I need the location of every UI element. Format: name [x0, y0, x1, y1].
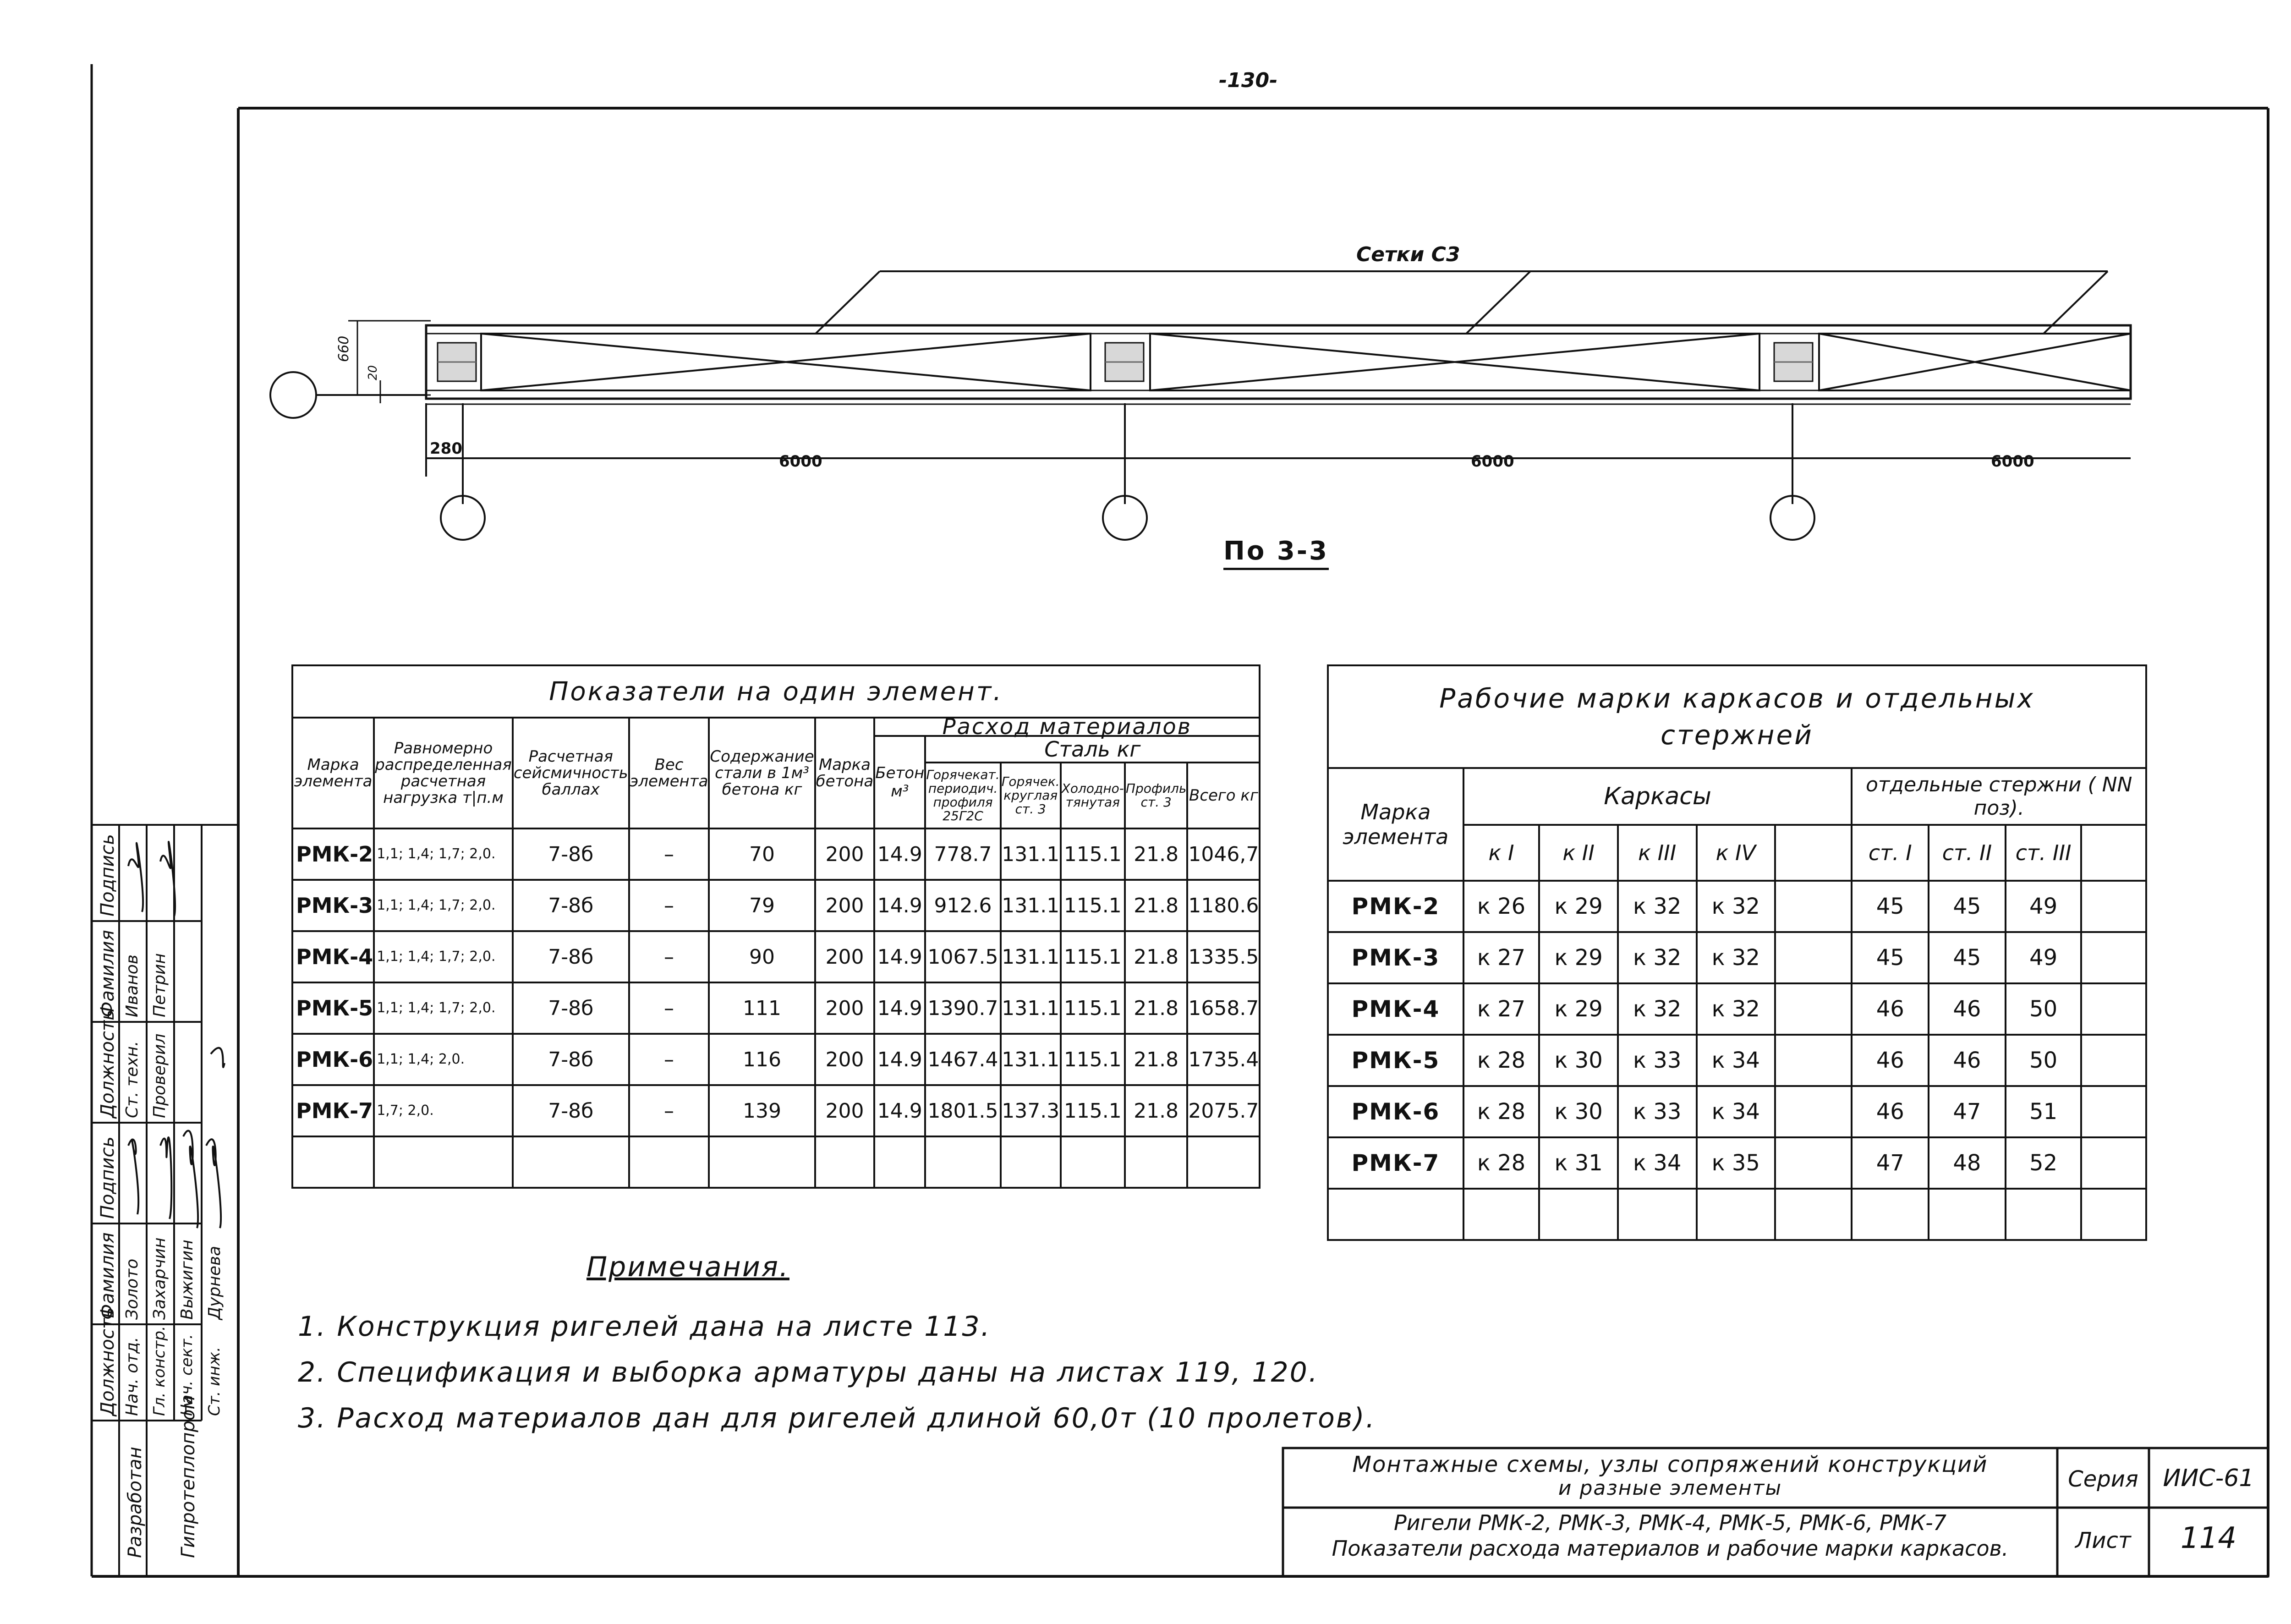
cell-hot-round: 131.1 [1001, 982, 1061, 1034]
col-materials: Расход материалов [874, 718, 1260, 736]
cell-seismic: 7-8б [513, 828, 629, 880]
stamp-position-1: Нач. отд. [123, 1337, 142, 1416]
cell-s1: 45 [1852, 881, 1929, 932]
cell-seismic: 7-8б [513, 931, 629, 982]
cell-k3: к 32 [1618, 983, 1697, 1035]
stamp-position-3: Нач. сект. [178, 1334, 196, 1416]
cell-k4: к 32 [1697, 983, 1776, 1035]
title-line1: Монтажные схемы, узлы сопряжений конструкций [1352, 1452, 1988, 1477]
caption-line1: Рабочие марки каркасов и отдельных [1439, 683, 2035, 714]
cell-concrete: 14.9 [874, 1034, 925, 1085]
col-seismic: Расчетная сейсмичность баллах [513, 718, 629, 828]
cell-k2: к 29 [1539, 932, 1618, 983]
stamp-header-6: Подпись [97, 834, 118, 916]
cell-s1: 47 [1852, 1137, 1929, 1189]
dim-20: 20 [366, 365, 380, 380]
cell-weight: – [629, 982, 709, 1034]
cell-k2: к 30 [1539, 1086, 1618, 1137]
signatures [92, 825, 275, 1421]
page-number: -130- [1219, 69, 1278, 92]
cell-mark: РМК-6 [292, 1034, 374, 1085]
cell-steel-content: 90 [709, 931, 815, 982]
cell-hot-periodic: 778.7 [925, 828, 1000, 880]
notes-title: Примечания. [586, 1251, 789, 1283]
cell-s2: 47 [1929, 1086, 2006, 1137]
cell-s1: 46 [1852, 983, 1929, 1035]
col-concrete: Бетон м³ [874, 736, 925, 828]
stamp-position2-1: Ст. техн. [123, 1041, 142, 1118]
span-label: 6000 [779, 452, 822, 471]
cell-k3: к 34 [1618, 1137, 1697, 1189]
col-mark: Марка элемента [1328, 768, 1463, 881]
cell-s2: 46 [1929, 1035, 2006, 1086]
cell-seismic: 7-8б [513, 982, 629, 1034]
cell-mark: РМК-3 [292, 880, 374, 931]
cell-concrete: 14.9 [874, 828, 925, 880]
cell-k3: к 32 [1618, 932, 1697, 983]
cell-weight: – [629, 880, 709, 931]
cell-s3: 49 [2006, 932, 2082, 983]
title-line4: Показатели расхода материалов и рабочие марки каркасов. [1332, 1536, 2009, 1561]
col-steel-content: Содержание стали в 1м³ бетона кг [709, 718, 815, 828]
cell-s1: 46 [1852, 1035, 1929, 1086]
cell-weight: – [629, 1034, 709, 1085]
stamp-org: Гипротеплопром [178, 1395, 199, 1558]
stamp-name-2: Захарчин [150, 1237, 169, 1320]
cell-weight: – [629, 1085, 709, 1136]
cell-cold: 115.1 [1061, 828, 1125, 880]
cell-mark: РМК-7 [1328, 1137, 1463, 1189]
stamp-name2-1: Иванов [123, 955, 142, 1017]
cell-seismic: 7-8б [513, 1034, 629, 1085]
cell-load: 1,1; 1,4; 1,7; 2,0. [374, 931, 513, 982]
cell-hot-periodic: 1390.7 [925, 982, 1000, 1034]
cell-grade: 200 [815, 1034, 875, 1085]
col-frames: Каркасы [1463, 768, 1852, 825]
dim-280: 280 [430, 439, 462, 458]
cell-seismic: 7-8б [513, 1085, 629, 1136]
cell-total: 1180.6 [1187, 880, 1260, 931]
cell-mark: РМК-5 [292, 982, 374, 1034]
cell-hot-periodic: 1467.4 [925, 1034, 1000, 1085]
cell-k4: к 32 [1697, 932, 1776, 983]
stamp-header-2: Фамилия [97, 1232, 118, 1320]
sheet-value: 114 [2180, 1521, 2237, 1555]
stamp-name2-2: Петрин [150, 953, 169, 1017]
section-label: По 3-3 [1223, 536, 1329, 570]
cell-profile: 21.8 [1125, 982, 1188, 1034]
cell-k1: к 27 [1463, 983, 1540, 1035]
cell-mark: РМК-2 [1328, 881, 1463, 932]
cell-mark: РМК-3 [1328, 932, 1463, 983]
cell-total: 1046,7 [1187, 828, 1260, 880]
cell-k4: к 34 [1697, 1035, 1776, 1086]
cell-hot-round: 137.3 [1001, 1085, 1061, 1136]
col-weight: Вес элемента [629, 718, 709, 828]
stamp-header-1: Должность [97, 1307, 118, 1416]
cell-grade: 200 [815, 1085, 875, 1136]
cell-s2: 45 [1929, 932, 2006, 983]
cell-k1: к 27 [1463, 932, 1540, 983]
cell-grade: 200 [815, 828, 875, 880]
cell-k2: к 29 [1539, 983, 1618, 1035]
cell-s3: 50 [2006, 1035, 2082, 1086]
cell-steel-content: 111 [709, 982, 815, 1034]
cell-s2: 48 [1929, 1137, 2006, 1189]
span-label: 6000 [1991, 452, 2034, 471]
cell-concrete: 14.9 [874, 880, 925, 931]
cell-s3: 52 [2006, 1137, 2082, 1189]
cell-mark: РМК-6 [1328, 1086, 1463, 1137]
stamp-position2-2: Проверил [150, 1033, 169, 1118]
cell-hot-round: 131.1 [1001, 880, 1061, 931]
cell-total: 1658.7 [1187, 982, 1260, 1034]
cell-k3: к 32 [1618, 881, 1697, 932]
col-s2: ст. II [1929, 825, 2006, 881]
cell-profile: 21.8 [1125, 1085, 1188, 1136]
cell-steel-content: 139 [709, 1085, 815, 1136]
cell-steel-content: 79 [709, 880, 815, 931]
col-steel: Сталь кг [925, 736, 1260, 763]
cell-cold: 115.1 [1061, 1034, 1125, 1085]
cell-load: 1,1; 1,4; 1,7; 2,0. [374, 828, 513, 880]
stamp-position-2: Гл. констр. [150, 1326, 169, 1416]
note-1: 1. Конструкция ригелей дана на листе 113. [298, 1311, 991, 1343]
cell-grade: 200 [815, 931, 875, 982]
col-hot-round: Горячек. круглая ст. 3 [1001, 763, 1061, 828]
cell-k2: к 31 [1539, 1137, 1618, 1189]
stamp-header-5: Фамилия [97, 930, 118, 1017]
cell-profile: 21.8 [1125, 931, 1188, 982]
cell-grade: 200 [815, 982, 875, 1034]
col-k4: к IV [1697, 825, 1776, 881]
cell-mark: РМК-2 [292, 828, 374, 880]
cell-k1: к 28 [1463, 1035, 1540, 1086]
col-load: Равномерно распределенная расчетная нагрузка т|п.м [374, 718, 513, 828]
cell-k1: к 26 [1463, 881, 1540, 932]
cell-profile: 21.8 [1125, 880, 1188, 931]
cell-s3: 50 [2006, 983, 2082, 1035]
title-line2: и разные элементы [1558, 1476, 1782, 1500]
cell-hot-periodic: 1801.5 [925, 1085, 1000, 1136]
cell-load: 1,7; 2,0. [374, 1085, 513, 1136]
cell-mark: РМК-5 [1328, 1035, 1463, 1086]
cell-s3: 49 [2006, 881, 2082, 932]
cell-k2: к 29 [1539, 881, 1618, 932]
cell-k3: к 33 [1618, 1035, 1697, 1086]
cell-cold: 115.1 [1061, 982, 1125, 1034]
stamp-header-4: Должность [97, 1010, 118, 1118]
cell-hot-round: 131.1 [1001, 828, 1061, 880]
cell-s1: 46 [1852, 1086, 1929, 1137]
col-rods: отдельные стержни ( NN поз). [1852, 768, 2146, 825]
cell-mark: РМК-4 [292, 931, 374, 982]
dim-660: 660 [336, 335, 352, 362]
cell-mark: РМК-4 [1328, 983, 1463, 1035]
stamp-name-1: Золото [123, 1258, 142, 1320]
cell-concrete: 14.9 [874, 982, 925, 1034]
stamp-name-3: Выжигин [178, 1240, 197, 1320]
col-hot-periodic: Горячекат. периодич. профиля 25Г2С [925, 763, 1000, 828]
cell-seismic: 7-8б [513, 880, 629, 931]
table-left-caption: Показатели на один элемент. [292, 665, 1260, 718]
cell-total: 1735.4 [1187, 1034, 1260, 1085]
cell-hot-periodic: 1067.5 [925, 931, 1000, 982]
cell-s2: 46 [1929, 983, 2006, 1035]
cell-hot-periodic: 912.6 [925, 880, 1000, 931]
cell-mark: РМК-7 [292, 1085, 374, 1136]
note-2: 2. Спецификация и выборка арматуры даны на листах 119, 120. [298, 1356, 1319, 1388]
stamp-header-3: Подпись [97, 1136, 118, 1219]
cell-concrete: 14.9 [874, 931, 925, 982]
col-profile: Профиль ст. 3 [1125, 763, 1188, 828]
series-value: ИИС-61 [2163, 1465, 2254, 1492]
cell-load: 1,1; 1,4; 1,7; 2,0. [374, 982, 513, 1034]
span-label: 6000 [1471, 452, 1514, 471]
cell-concrete: 14.9 [874, 1085, 925, 1136]
cell-steel-content: 70 [709, 828, 815, 880]
cell-k4: к 35 [1697, 1137, 1776, 1189]
cell-s3: 51 [2006, 1086, 2082, 1137]
cell-k1: к 28 [1463, 1137, 1540, 1189]
col-total: Всего кг [1187, 763, 1260, 828]
col-s1: ст. I [1852, 825, 1929, 881]
cell-s2: 45 [1929, 881, 2006, 932]
title-line3: Ригели РМК-2, РМК-3, РМК-4, РМК-5, РМК-6, РМК-7 [1394, 1510, 1946, 1535]
stamp-position-4: Ст. инж. [205, 1347, 224, 1416]
cell-k4: к 34 [1697, 1086, 1776, 1137]
cell-k2: к 30 [1539, 1035, 1618, 1086]
cell-load: 1,1; 1,4; 1,7; 2,0. [374, 880, 513, 931]
cell-s1: 45 [1852, 932, 1929, 983]
cell-profile: 21.8 [1125, 828, 1188, 880]
cell-cold: 115.1 [1061, 880, 1125, 931]
cell-profile: 21.8 [1125, 1034, 1188, 1085]
stamp-name-4: Дурнева [205, 1245, 224, 1320]
cell-k3: к 33 [1618, 1086, 1697, 1137]
cell-weight: – [629, 931, 709, 982]
cell-steel-content: 116 [709, 1034, 815, 1085]
cell-weight: – [629, 828, 709, 880]
sheet-label: Лист [2075, 1528, 2131, 1553]
caption-line2: стержней [1661, 719, 1814, 751]
stamp-developed: Разработан [125, 1447, 146, 1558]
cell-hot-round: 131.1 [1001, 931, 1061, 982]
cell-grade: 200 [815, 880, 875, 931]
col-cold-drawn: Холодно-тянутая [1061, 763, 1125, 828]
cell-cold: 115.1 [1061, 1085, 1125, 1136]
cell-load: 1,1; 1,4; 2,0. [374, 1034, 513, 1085]
cell-k1: к 28 [1463, 1086, 1540, 1137]
col-concrete-grade: Марка бетона [815, 718, 875, 828]
col-k3: к III [1618, 825, 1697, 881]
cell-k4: к 32 [1697, 881, 1776, 932]
col-k1: к I [1463, 825, 1540, 881]
cell-cold: 115.1 [1061, 931, 1125, 982]
col-k2: к II [1539, 825, 1618, 881]
cell-hot-round: 131.1 [1001, 1034, 1061, 1085]
series-label: Серия [2068, 1466, 2138, 1492]
cell-total: 1335.5 [1187, 931, 1260, 982]
col-s3: ст. III [2006, 825, 2082, 881]
cell-total: 2075.7 [1187, 1085, 1260, 1136]
nets-label: Сетки С3 [1356, 243, 1460, 266]
col-mark: Марка элемента [292, 718, 374, 828]
note-3: 3. Расход материалов дан для ригелей длиной 60,0т (10 пролетов). [298, 1402, 1376, 1434]
